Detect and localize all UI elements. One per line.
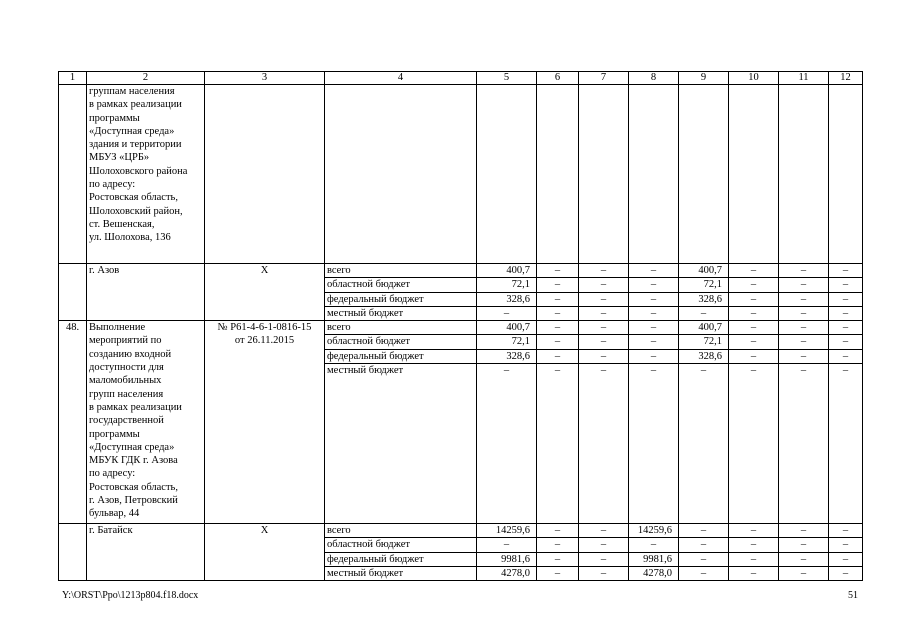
col-header: 12 (829, 72, 863, 85)
page-number: 51 (848, 590, 858, 601)
col-header: 8 (629, 72, 679, 85)
col-header: 4 (325, 72, 477, 85)
item-description: группам населения в рамках реализации программы «Доступная среда» здания и территории МБУЗ «ЦРБ» Шолоховского района по адресу: Ростовская область, Шолоховский район, ст. Вешенская, ул. Шолохова, 136 (87, 85, 205, 264)
item-number: 48. (59, 321, 87, 524)
budget-table (58, 71, 863, 581)
budget-label: федеральный бюджет (325, 292, 477, 306)
contract-cell: Х (205, 264, 325, 321)
table-row: местный бюджет – – – – – – – – (59, 364, 863, 524)
budget-label: всего (325, 321, 477, 335)
budget-label: федеральный бюджет (325, 552, 477, 566)
table-row: областной бюджет – – – – – – – – (59, 538, 863, 552)
budget-label: местный бюджет (325, 566, 477, 580)
contract-cell: Х (205, 524, 325, 581)
budget-label: всего (325, 264, 477, 278)
footer-filename: Y:\ORST\Ppo\1213p804.f18.docx (62, 590, 199, 601)
table-row: федеральный бюджет 328,6 – – – 328,6 – – – (59, 292, 863, 306)
contract-cell: № Р61-4-6-1-0816-15 от 26.11.2015 (205, 321, 325, 524)
col-header: 11 (779, 72, 829, 85)
col-header: 6 (537, 72, 579, 85)
col-header: 10 (729, 72, 779, 85)
item-description: Выполнение мероприятий по созданию входной доступности для маломобильных групп населения в рамках реализации государственной программы «Доступная среда» МБУК ГДК г. Азова по адресу: Ростовская область, г. Азов, Петровский бульвар, 44 (87, 321, 205, 524)
budget-label: областной бюджет (325, 335, 477, 349)
col-header: 3 (205, 72, 325, 85)
table-row: 48. Выполнение мероприятий по созданию входной доступности для маломобильных групп населения в рамках реализации государственной программы «Доступная среда» МБУК ГДК г. Азова по адресу: Ростовская область, г. Азов, Петровский бульвар, 44 № Р61-4-6-1-0816-15 от 26.11.2015 всего 400,7 – – – 400,7 – – – (59, 321, 863, 335)
municipality-name: г. Азов (87, 264, 205, 321)
table-row: г. Батайск Х всего 14259,6 – – 14259,6 – – – – (59, 524, 863, 538)
budget-label: местный бюджет (325, 306, 477, 320)
col-header: 5 (477, 72, 537, 85)
table-row: областной бюджет 72,1 – – – 72,1 – – – (59, 335, 863, 349)
table-row: федеральный бюджет 9981,6 – – 9981,6 – – – – (59, 552, 863, 566)
col-header: 1 (59, 72, 87, 85)
column-number-row (59, 72, 863, 85)
municipality-name: г. Батайск (87, 524, 205, 581)
budget-label: всего (325, 524, 477, 538)
table-row: местный бюджет – – – – – – – – (59, 306, 863, 320)
budget-label: местный бюджет (325, 364, 477, 524)
col-header: 7 (579, 72, 629, 85)
table-row: областной бюджет 72,1 – – – 72,1 – – – (59, 278, 863, 292)
col-header: 2 (87, 72, 205, 85)
budget-label: областной бюджет (325, 538, 477, 552)
table-row: г. Азов Х всего 400,7 – – – 400,7 – – – (59, 264, 863, 278)
budget-label: федеральный бюджет (325, 349, 477, 363)
col-header: 9 (679, 72, 729, 85)
table-row: федеральный бюджет 328,6 – – – 328,6 – – – (59, 349, 863, 363)
continuation-row (59, 85, 863, 264)
table-row: местный бюджет 4278,0 – – 4278,0 – – – – (59, 566, 863, 580)
budget-label: областной бюджет (325, 278, 477, 292)
